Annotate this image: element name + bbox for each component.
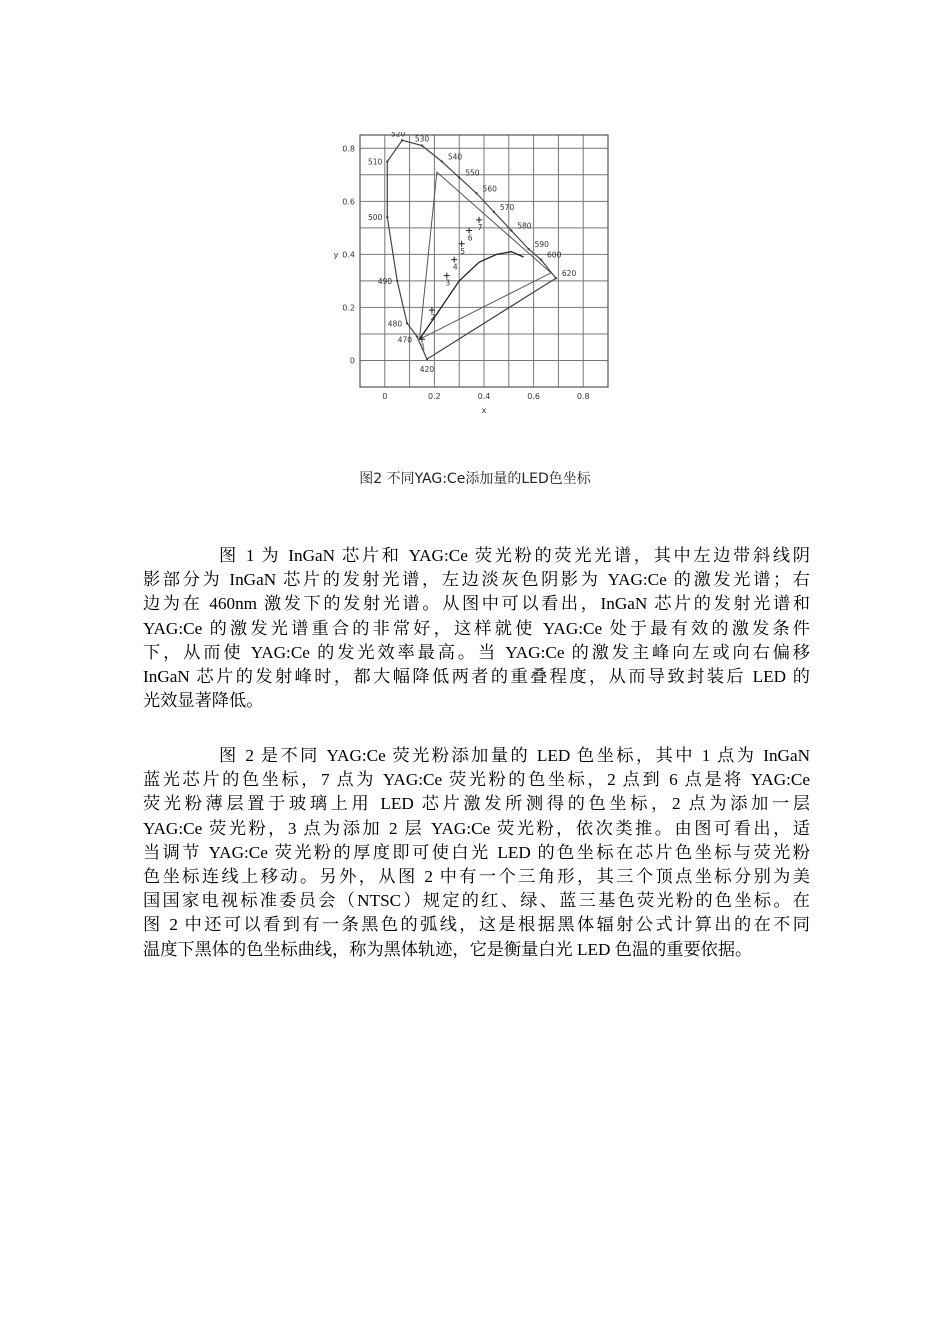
data-point-label: 2	[430, 313, 436, 323]
spectral-locus-marker	[555, 277, 557, 279]
wavelength-label: 580	[517, 221, 532, 231]
spectral-locus-marker	[386, 216, 388, 218]
paragraph-line: InGaN 芯片的发射峰时，都大幅降低两者的重叠程度，从而导致封装后 LED 的	[143, 667, 810, 687]
paragraph-line: 色坐标连线上移动。另外，从图 2 中有一个三角形，其三个顶点坐标分别为美	[143, 867, 810, 887]
paragraph-line: YAG:Ce 的激发光谱重合的非常好，这样就使 YAG:Ce 处于最有效的激发条件	[143, 618, 810, 638]
spectral-locus-marker	[416, 335, 418, 337]
y-tick-label: 0.4	[342, 250, 355, 260]
paragraph-line: 蓝光芯片的色坐标，7 点为 YAG:Ce 荧光粉的色坐标，2 点到 6 点是将 YAG:Ce	[143, 770, 810, 790]
paragraph-line: 荧光粉薄层置于玻璃上用 LED 芯片激发所测得的色坐标，2 点为添加一层	[143, 794, 810, 814]
wavelength-label: 520	[390, 132, 406, 139]
paragraph-2	[143, 744, 810, 962]
data-point-label: 5	[460, 246, 466, 256]
paragraph-line: 图 2 是不同 YAG:Ce 荧光粉添加量的 LED 色坐标，其中 1 点为 InGaN	[219, 746, 810, 765]
y-tick-label: 0.8	[342, 144, 355, 154]
x-tick-label: 0	[382, 392, 388, 401]
spectral-locus-marker	[527, 248, 529, 250]
spectral-locus-marker	[396, 280, 398, 282]
x-tick-label: 0.8	[576, 392, 590, 401]
blackbody-locus	[420, 252, 524, 340]
wavelength-label: 590	[534, 240, 549, 250]
wavelength-label: 510	[367, 157, 383, 167]
wavelength-label: 600	[547, 250, 562, 260]
wavelength-label: 420	[419, 365, 435, 375]
spectral-locus-marker	[401, 139, 403, 141]
paragraph-line: 下，从而使 YAG:Ce 的发光效率最高。当 YAG:Ce 的激发主峰向左或向右偏移	[143, 642, 810, 662]
paragraph-line: 边为在 460nm 激发下的发射光谱。从图中可以看出，InGaN 芯片的发射光谱和	[143, 594, 810, 614]
wavelength-label: 620	[561, 269, 577, 279]
paragraph-line: 影部分为 InGaN 芯片的发射光谱，左边淡灰色阴影为 YAG:Ce 的激发光谱；右	[143, 570, 810, 590]
chromaticity-chart	[330, 132, 615, 422]
x-tick-label: 0.4	[477, 392, 491, 401]
paragraph-line: 图 2 中还可以看到有一条黑色的弧线，这是根据黑体辐射公式计算出的在不同	[143, 915, 810, 935]
wavelength-label: 570	[499, 202, 515, 212]
y-tick-label: 0.6	[342, 197, 355, 207]
y-axis-label: y	[333, 250, 339, 260]
data-point-label: 6	[467, 233, 473, 243]
ntsc-triangle	[420, 172, 552, 339]
wavelength-label: 530	[414, 134, 430, 144]
paragraph-1	[143, 544, 810, 713]
spectral-locus-marker	[510, 229, 512, 231]
x-tick-label: 0.6	[527, 392, 540, 401]
spectral-locus-marker	[458, 176, 460, 178]
paragraph-line: 图 1 为 InGaN 芯片和 YAG:Ce 荧光粉的荧光光谱，其中左边带斜线阴	[219, 546, 810, 565]
spectral-locus-marker	[426, 358, 428, 360]
y-tick-label: 0.2	[342, 303, 355, 313]
wavelength-label: 480	[387, 319, 403, 329]
data-point-label: 4	[452, 262, 458, 272]
paragraph-line: YAG:Ce 荧光粉，3 点为添加 2 层 YAG:Ce 荧光粉，依次类推。由图可看出，适	[143, 818, 810, 838]
paragraph-line: 温度下黑体的色坐标曲线，称为黑体轨迹，它是衡量白光 LED 色温的重要依据。	[143, 939, 753, 959]
spectral-locus-marker	[386, 160, 388, 162]
spectral-locus-marker	[441, 160, 443, 162]
paragraph-line: 国国家电视标准委员会（NTSC）规定的红、绿、蓝三基色荧光粉的色坐标。在	[143, 891, 810, 911]
y-tick-label: 0	[349, 356, 355, 366]
cie-chart-svg	[330, 132, 615, 422]
data-point-label: 3	[445, 278, 451, 288]
wavelength-label: 550	[465, 168, 480, 178]
x-axis-label: x	[481, 406, 487, 415]
paragraph-line: 光效显著降低。	[143, 691, 264, 711]
x-tick-label: 0.2	[428, 392, 441, 401]
figure-caption: 图2 不同YAG:Ce添加量的LED色坐标	[359, 471, 591, 487]
wavelength-label: 560	[482, 184, 497, 194]
spectral-locus-marker	[421, 144, 423, 146]
spectral-locus-marker	[493, 211, 495, 213]
wavelength-label: 490	[377, 276, 393, 286]
wavelength-label: 500	[367, 213, 383, 223]
paragraph-line: 当调节 YAG:Ce 荧光粉的厚度即可使白光 LED 的色坐标在芯片色坐标与荧光粉	[143, 842, 810, 862]
data-point-label: 1	[420, 342, 426, 352]
spectral-locus-marker	[540, 258, 542, 260]
wavelength-label: 470	[397, 335, 413, 345]
spectral-locus-marker	[475, 192, 477, 194]
spectral-locus-marker	[406, 322, 408, 324]
wavelength-label: 540	[447, 152, 463, 162]
data-point-label: 7	[477, 222, 483, 232]
